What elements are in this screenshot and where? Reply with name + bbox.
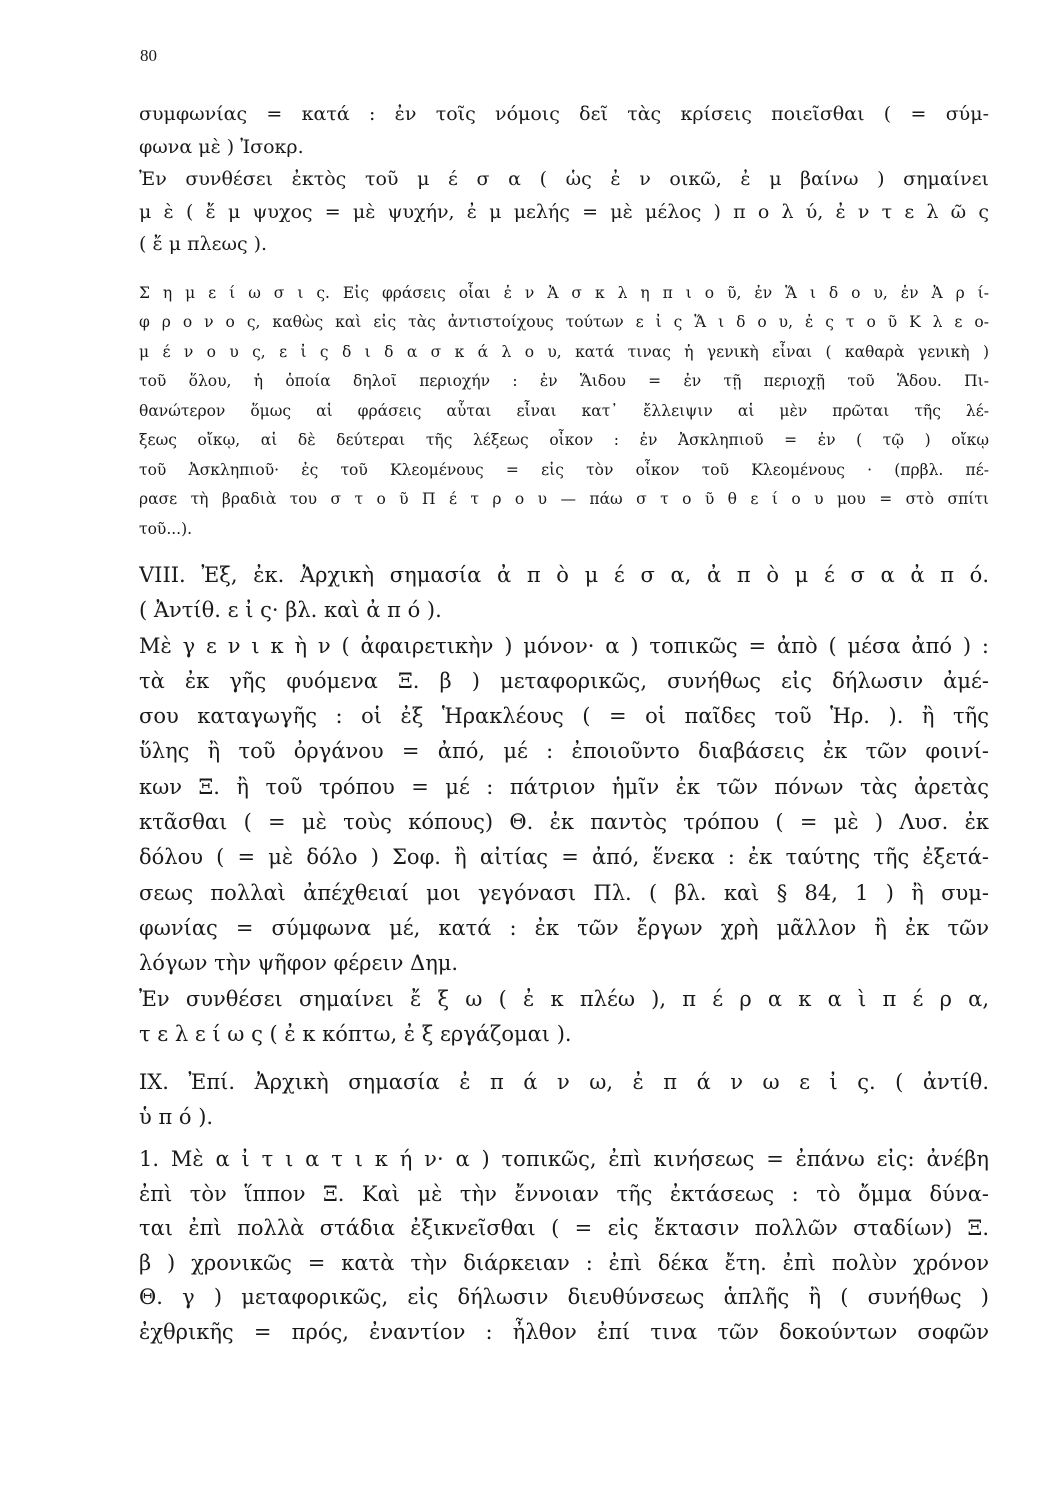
- text-line: Ἐν συνθέσει σημαίνει ἔ ξ ω ( ἐ κ πλέω ), π έ ρ α κ α ὶ π έ ρ α,: [139, 986, 989, 1011]
- text-line: μ ὲ ( ἔ μ ψυχος = μὲ ψυχήν, ἐ μ μελής = μὲ μέλος ) π ο λ ύ, ἐ ν τ ε λ ῶ ς: [139, 200, 989, 223]
- text-line: κων Ξ. ἢ τοῦ τρόπου = μέ : πάτριον ἡμῖν ἐκ τῶν πόνων τὰς ἀρετὰς: [139, 774, 989, 799]
- text-line: συμφωνίας = κατά : ἐν τοῖς νόμοις δεῖ τὰς κρίσεις ποιεῖσθαι ( = σύμ-: [139, 103, 989, 125]
- text-line: Ἐν συνθέσει ἐκτὸς τοῦ μ έ σ α ( ὡς ἐ ν οικῶ, ἐ μ βαίνω ) σημαίνει: [139, 168, 989, 190]
- text-line: τοῦ Ἀσκληπιοῦ· ἐς τοῦ Κλεομένους = εἰς τὸν οἶκον τοῦ Κλεομένους · (πρβλ. πέ-: [139, 460, 989, 479]
- text-line: κτᾶσθαι ( = μὲ τοὺς κόπους) Θ. ἐκ παντὸς τρόπου ( = μὲ ) Λυσ. ἐκ: [139, 810, 989, 835]
- text-line: Θ. γ ) μεταφορικῶς, εἰς δήλωσιν διευθύνσεως ἁπλῆς ἢ ( συνήθως ): [139, 1285, 989, 1310]
- page-number: 80: [140, 46, 157, 65]
- text-line: ὕλης ἢ τοῦ ὀργάνου = ἀπό, μέ : ἐποιοῦντο διαβάσεις ἐκ τῶν φοινί-: [139, 739, 989, 764]
- text-line: ἐπὶ τὸν ἵππον Ξ. Καὶ μὲ τὴν ἔννοιαν τῆς ἐκτάσεως : τὸ ὄμμα δύνα-: [139, 1181, 989, 1206]
- section-viii: [139, 558, 989, 1052]
- text-line: ρασε τὴ βραδιὰ του σ τ ο ῦ Π έ τ ρ ο υ — πάω σ τ ο ῦ θ ε ί ο υ μου = στὸ σπίτι: [139, 490, 989, 508]
- text-line: ἐχθρικῆς = πρός, ἐναντίον : ἦλθον ἐπί τινα τῶν δοκούντων σοφῶν: [139, 1319, 989, 1344]
- text-line: ( ἔ μ πλεως ).: [139, 233, 268, 255]
- page-body: [139, 98, 989, 1349]
- text-line: ( Ἀντίθ. ε ἰ ς· βλ. καὶ ἀ π ό ).: [139, 598, 442, 623]
- text-line: φ ρ ο ν ο ς, καθὼς καὶ εἰς τὰς ἀντιστοίχους τούτων ε ἰ ς Ἅ ι δ ο υ, ἐ ς τ ο ῦ Κ λ ε ο-: [139, 313, 989, 331]
- text-line: 1. Μὲ α ἰ τ ι α τ ι κ ή ν· α ) τοπικῶς, ἐπὶ κινήσεως = ἐπάνω εἰς: ἀνέβη: [139, 1147, 989, 1172]
- text-line: Σ η μ ε ί ω σ ι ς. Εἰς φράσεις οἷαι ἐ ν Ἀ σ κ λ η π ι ο ῦ, ἐν Ἅ ι δ ο υ, ἐν Ἀ ρ ί-: [139, 283, 989, 302]
- text-line: σεως πολλαὶ ἀπέχθειαί μοι γεγόνασι Πλ. ( βλ. καὶ § 84, 1 ) ἢ συμ-: [139, 880, 989, 905]
- text-line: τοῦ...).: [139, 519, 193, 538]
- note-paragraph: [139, 279, 989, 545]
- section-ix: [139, 1065, 989, 1349]
- text-line: ται ἐπὶ πολλὰ στάδια ἐξικνεῖσθαι ( = εἰς ἔκτασιν πολλῶν σταδίων) Ξ.: [139, 1216, 989, 1241]
- text-line: δόλου ( = μὲ δόλο ) Σοφ. ἢ αἰτίας = ἀπό, ἕνεκα : ἐκ ταύτης τῆς ἐξετά-: [139, 845, 989, 870]
- section-heading-line: IX. Ἐπί. Ἀρχικὴ σημασία ἐ π ά ν ω, ἐ π ά ν ω ε ἰ ς. ( ἀντίθ.: [139, 1070, 989, 1095]
- text-line: ὑ π ό ).: [139, 1104, 214, 1129]
- text-line: σου καταγωγῆς : οἱ ἐξ Ἡρακλέους ( = οἱ παῖδες τοῦ Ἡρ. ). ἢ τῆς: [139, 704, 989, 729]
- text-line: μ έ ν ο υ ς, ε ἰ ς δ ι δ α σ κ ά λ ο υ, κατά τινας ἡ γενικὴ εἶναι ( καθαρὰ γενικὴ ): [139, 342, 989, 361]
- text-line: τοῦ ὅλου, ἡ ὁποία δηλοῖ περιοχήν : ἐν Ἅιδου = ἐν τῇ περιοχῇ τοῦ Ἅδου. Πι-: [139, 372, 989, 390]
- text-line: φωνίας = σύμφωνα μέ, κατά : ἐκ τῶν ἔργων χρὴ μᾶλλον ἢ ἐκ τῶν: [139, 915, 989, 940]
- text-line: φωνα μὲ ) Ἰσοκρ.: [139, 135, 304, 158]
- text-line: Μὲ γ ε ν ι κ ὴ ν ( ἀφαιρετικὴν ) μόνον· α ) τοπικῶς = ἀπὸ ( μέσα ἀπό ) :: [139, 633, 989, 658]
- text-line: ξεως οἴκῳ, αἱ δὲ δεύτεραι τῆς λέξεως οἶκον : ἐν Ἀσκληπιοῦ = ἐν ( τῷ ) οἴκῳ: [139, 431, 989, 449]
- section-heading-line: VIII. Ἐξ, ἐκ. Ἀρχικὴ σημασία ἀ π ὸ μ έ σ α, ἀ π ὸ μ έ σ α ἀ π ό.: [139, 563, 989, 587]
- text-line: θανώτερον ὅμως αἱ φράσεις αὗται εἶναι κατ᾽ ἔλλειψιν αἱ μὲν πρῶται τῆς λέ-: [139, 401, 989, 420]
- text-line: β ) χρονικῶς = κατὰ τὴν διάρκειαν : ἐπὶ δέκα ἔτη. ἐπὶ πολὺν χρόνον: [139, 1250, 989, 1275]
- text-line: τ ε λ ε ί ω ς ( ἐ κ κόπτω, ἐ ξ εργάζομαι ).: [139, 1021, 572, 1046]
- paragraph-intro: [139, 98, 989, 261]
- text-line: λόγων τὴν ψῆφον φέρειν Δημ.: [139, 951, 459, 976]
- text-line: τὰ ἐκ γῆς φυόμενα Ξ. β ) μεταφορικῶς, συνήθως εἰς δήλωσιν ἀμέ-: [139, 668, 989, 693]
